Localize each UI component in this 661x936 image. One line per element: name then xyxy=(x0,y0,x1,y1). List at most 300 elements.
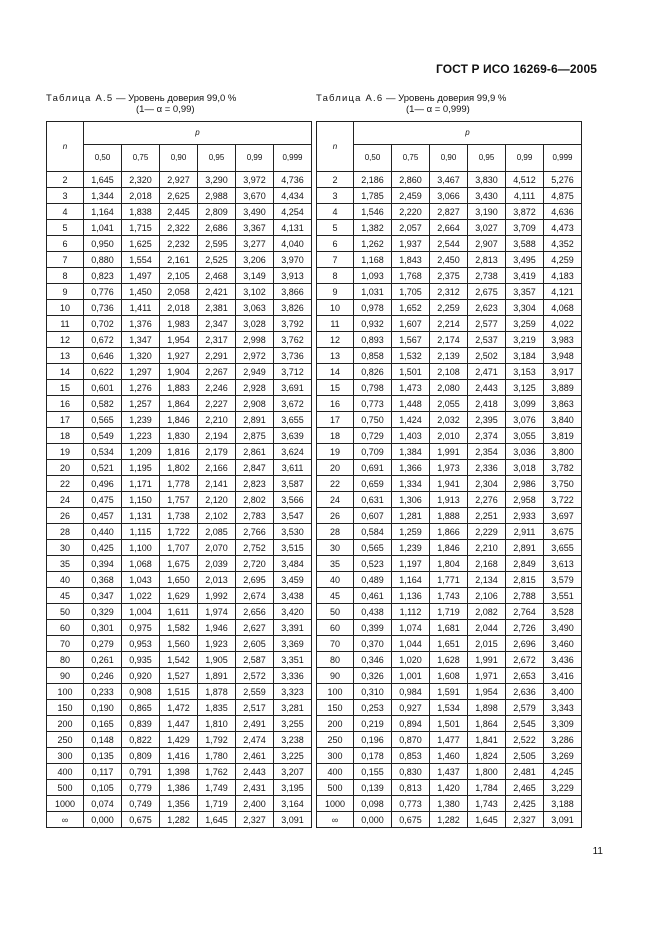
value-cell: 2,788 xyxy=(506,588,544,604)
value-cell: 2,988 xyxy=(198,188,236,204)
value-cell: 3,286 xyxy=(544,732,582,748)
value-cell: 3,866 xyxy=(274,284,312,300)
table-row xyxy=(317,300,582,316)
value-cell: 0,826 xyxy=(354,364,392,380)
value-cell: 0,098 xyxy=(354,796,392,812)
table-row xyxy=(47,364,312,380)
value-cell: 0,659 xyxy=(354,476,392,492)
value-cell: 1,020 xyxy=(392,652,430,668)
value-cell: 2,823 xyxy=(236,476,274,492)
n-cell: 5 xyxy=(47,220,84,236)
value-cell: 2,108 xyxy=(430,364,468,380)
value-cell: 2,327 xyxy=(506,812,544,828)
value-cell: 2,055 xyxy=(430,396,468,412)
p-value-header: 0,99 xyxy=(236,145,274,172)
value-cell: 2,322 xyxy=(160,220,198,236)
value-cell: 3,357 xyxy=(506,284,544,300)
table-a6-caption-sub: (1— α = 0,999) xyxy=(406,104,470,115)
n-cell: 11 xyxy=(317,316,354,332)
value-cell: 1,497 xyxy=(122,268,160,284)
value-cell: 1,785 xyxy=(354,188,392,204)
n-cell: 300 xyxy=(317,748,354,764)
table-row xyxy=(47,812,312,828)
value-cell: 1,743 xyxy=(468,796,506,812)
value-cell: 2,664 xyxy=(430,220,468,236)
value-cell: 2,459 xyxy=(392,188,430,204)
table-row xyxy=(317,412,582,428)
value-cell: 3,579 xyxy=(544,572,582,588)
n-cell: 19 xyxy=(317,444,354,460)
value-cell: 0,935 xyxy=(122,652,160,668)
table-row xyxy=(317,668,582,684)
table-row xyxy=(317,332,582,348)
value-cell: 3,917 xyxy=(544,364,582,380)
value-cell: 2,891 xyxy=(506,540,544,556)
value-cell: 1,437 xyxy=(430,764,468,780)
value-cell: 2,544 xyxy=(430,236,468,252)
value-cell: 1,501 xyxy=(392,364,430,380)
table-a5-caption-text: — Уровень доверия 99,0 % xyxy=(113,93,237,104)
value-cell: 3,027 xyxy=(468,220,506,236)
value-cell: 1,420 xyxy=(430,780,468,796)
value-cell: 1,195 xyxy=(122,460,160,476)
value-cell: 0,279 xyxy=(84,636,122,652)
value-cell: 1,681 xyxy=(430,620,468,636)
value-cell: 3,782 xyxy=(544,460,582,476)
table-row xyxy=(317,684,582,700)
value-cell: 2,827 xyxy=(430,204,468,220)
n-cell: 50 xyxy=(317,604,354,620)
value-cell: 1,883 xyxy=(160,380,198,396)
table-row xyxy=(317,652,582,668)
value-cell: 1,905 xyxy=(198,652,236,668)
value-cell: 2,559 xyxy=(236,684,274,700)
value-cell: 1,416 xyxy=(160,748,198,764)
table-a5-caption-label: Таблица А.5 xyxy=(46,93,114,104)
value-cell: 2,525 xyxy=(198,252,236,268)
value-cell: 2,605 xyxy=(236,636,274,652)
value-cell: 2,545 xyxy=(506,716,544,732)
value-cell: 4,245 xyxy=(544,764,582,780)
table-row xyxy=(317,188,582,204)
value-cell: 0,839 xyxy=(122,716,160,732)
table-row xyxy=(47,764,312,780)
n-cell: 24 xyxy=(47,492,84,508)
value-cell: 0,165 xyxy=(84,716,122,732)
value-cell: 0,155 xyxy=(354,764,392,780)
value-cell: 0,301 xyxy=(84,620,122,636)
value-cell: 1,824 xyxy=(468,748,506,764)
value-cell: 0,675 xyxy=(392,812,430,828)
p-value-header: 0,95 xyxy=(198,145,236,172)
value-cell: 2,105 xyxy=(160,268,198,284)
value-cell: 3,207 xyxy=(274,764,312,780)
value-cell: 1,816 xyxy=(160,444,198,460)
value-cell: 1,380 xyxy=(430,796,468,812)
value-cell: 1,846 xyxy=(160,412,198,428)
value-cell: 2,958 xyxy=(506,492,544,508)
value-cell: 2,861 xyxy=(236,444,274,460)
value-cell: 1,282 xyxy=(430,812,468,828)
n-cell: 22 xyxy=(317,476,354,492)
table-row xyxy=(47,572,312,588)
value-cell: 1,460 xyxy=(430,748,468,764)
value-cell: 3,566 xyxy=(274,492,312,508)
table-row xyxy=(317,204,582,220)
value-cell: 2,134 xyxy=(468,572,506,588)
value-cell: 3,530 xyxy=(274,524,312,540)
value-cell: 3,343 xyxy=(544,700,582,716)
table-row xyxy=(317,524,582,540)
value-cell: 1,841 xyxy=(468,732,506,748)
p-value-header: 0,99 xyxy=(506,145,544,172)
value-cell: 3,709 xyxy=(506,220,544,236)
value-cell: 3,972 xyxy=(236,172,274,188)
value-cell: 2,949 xyxy=(236,364,274,380)
table-row xyxy=(317,268,582,284)
value-cell: 1,197 xyxy=(392,556,430,572)
value-cell: 4,352 xyxy=(544,236,582,252)
value-cell: 1,382 xyxy=(354,220,392,236)
value-cell: 4,434 xyxy=(274,188,312,204)
n-cell: 40 xyxy=(47,572,84,588)
n-cell: 70 xyxy=(317,636,354,652)
value-cell: 2,481 xyxy=(506,764,544,780)
value-cell: 1,168 xyxy=(354,252,392,268)
n-cell: 35 xyxy=(317,556,354,572)
value-cell: 0,809 xyxy=(122,748,160,764)
value-cell: 2,347 xyxy=(198,316,236,332)
value-cell: 2,809 xyxy=(198,204,236,220)
table-row xyxy=(317,284,582,300)
value-cell: 0,565 xyxy=(84,412,122,428)
table-row xyxy=(317,780,582,796)
value-cell: 3,624 xyxy=(274,444,312,460)
value-cell: 4,183 xyxy=(544,268,582,284)
value-cell: 1,715 xyxy=(122,220,160,236)
table-row xyxy=(47,508,312,524)
value-cell: 3,889 xyxy=(544,380,582,396)
value-cell: 3,290 xyxy=(198,172,236,188)
value-cell: 1,628 xyxy=(430,652,468,668)
value-cell: 0,521 xyxy=(84,460,122,476)
value-cell: 3,195 xyxy=(274,780,312,796)
value-cell: 2,595 xyxy=(198,236,236,252)
value-cell: 0,950 xyxy=(84,236,122,252)
value-cell: 0,117 xyxy=(84,764,122,780)
table-a6-block xyxy=(316,93,582,828)
value-cell: 2,752 xyxy=(236,540,274,556)
table-a6 xyxy=(316,121,582,828)
value-cell: 0,584 xyxy=(354,524,392,540)
value-cell: 3,036 xyxy=(506,444,544,460)
value-cell: 3,419 xyxy=(506,268,544,284)
value-cell: 1,366 xyxy=(392,460,430,476)
value-cell: 3,712 xyxy=(274,364,312,380)
value-cell: 2,813 xyxy=(468,252,506,268)
value-cell: 0,246 xyxy=(84,668,122,684)
value-cell: 1,150 xyxy=(122,492,160,508)
value-cell: 2,443 xyxy=(468,380,506,396)
value-cell: 0,736 xyxy=(84,300,122,316)
value-cell: 1,477 xyxy=(430,732,468,748)
value-cell: 1,347 xyxy=(122,332,160,348)
value-cell: 2,891 xyxy=(236,412,274,428)
n-cell: 90 xyxy=(317,668,354,684)
value-cell: 1,778 xyxy=(160,476,198,492)
value-cell: 1,629 xyxy=(160,588,198,604)
n-cell: 24 xyxy=(317,492,354,508)
table-row xyxy=(47,780,312,796)
value-cell: 0,347 xyxy=(84,588,122,604)
value-cell: 2,491 xyxy=(236,716,274,732)
value-cell: 3,515 xyxy=(274,540,312,556)
n-cell: 16 xyxy=(317,396,354,412)
value-cell: 1,810 xyxy=(198,716,236,732)
value-cell: 1,784 xyxy=(468,780,506,796)
table-row xyxy=(47,316,312,332)
table-row xyxy=(47,652,312,668)
value-cell: 0,773 xyxy=(354,396,392,412)
value-cell: 2,625 xyxy=(160,188,198,204)
value-cell: 2,766 xyxy=(236,524,274,540)
value-cell: 4,040 xyxy=(274,236,312,252)
value-cell: 1,209 xyxy=(122,444,160,460)
value-cell: 0,978 xyxy=(354,300,392,316)
value-cell: 1,591 xyxy=(430,684,468,700)
value-cell: 2,537 xyxy=(468,332,506,348)
value-cell: 3,460 xyxy=(544,636,582,652)
value-cell: 2,246 xyxy=(198,380,236,396)
value-cell: 1,429 xyxy=(160,732,198,748)
value-cell: 4,875 xyxy=(544,188,582,204)
value-cell: 2,849 xyxy=(506,556,544,572)
table-row xyxy=(47,460,312,476)
value-cell: 3,225 xyxy=(274,748,312,764)
value-cell: 1,923 xyxy=(198,636,236,652)
value-cell: 1,262 xyxy=(354,236,392,252)
value-cell: 3,750 xyxy=(544,476,582,492)
value-cell: 1,001 xyxy=(392,668,430,684)
value-cell: 4,111 xyxy=(506,188,544,204)
value-cell: 2,102 xyxy=(198,508,236,524)
value-cell: 3,913 xyxy=(274,268,312,284)
value-cell: 0,798 xyxy=(354,380,392,396)
p-value-header: 0,50 xyxy=(84,145,122,172)
table-a6-body xyxy=(317,172,582,828)
value-cell: 2,057 xyxy=(392,220,430,236)
table-a6-caption-label: Таблица А.6 xyxy=(316,93,384,104)
value-cell: 3,367 xyxy=(236,220,274,236)
value-cell: 1,651 xyxy=(430,636,468,652)
table-row xyxy=(47,476,312,492)
value-cell: 1,115 xyxy=(122,524,160,540)
value-cell: 2,421 xyxy=(198,284,236,300)
table-row xyxy=(47,444,312,460)
value-cell: 3,066 xyxy=(430,188,468,204)
value-cell: 1,888 xyxy=(430,508,468,524)
value-cell: 1,625 xyxy=(122,236,160,252)
value-cell: 1,743 xyxy=(430,588,468,604)
value-cell: 4,512 xyxy=(506,172,544,188)
value-cell: 2,875 xyxy=(236,428,274,444)
value-cell: 1,567 xyxy=(392,332,430,348)
value-cell: 0,858 xyxy=(354,348,392,364)
value-cell: 3,670 xyxy=(236,188,274,204)
n-cell: 150 xyxy=(317,700,354,716)
value-cell: 0,394 xyxy=(84,556,122,572)
value-cell: 1,344 xyxy=(84,188,122,204)
value-cell: 2,474 xyxy=(236,732,274,748)
n-cell: 28 xyxy=(47,524,84,540)
value-cell: 1,846 xyxy=(430,540,468,556)
value-cell: 1,515 xyxy=(160,684,198,700)
table-row xyxy=(47,332,312,348)
value-cell: 2,139 xyxy=(430,348,468,364)
value-cell: 3,091 xyxy=(544,812,582,828)
value-cell: 3,587 xyxy=(274,476,312,492)
value-cell: 2,636 xyxy=(506,684,544,700)
n-cell: 20 xyxy=(317,460,354,476)
value-cell: 0,000 xyxy=(84,812,122,828)
value-cell: 3,400 xyxy=(544,684,582,700)
table-row xyxy=(317,764,582,780)
value-cell: 3,055 xyxy=(506,428,544,444)
value-cell: 2,860 xyxy=(392,172,430,188)
value-cell: 0,675 xyxy=(122,812,160,828)
n-cell: 70 xyxy=(47,636,84,652)
value-cell: 2,267 xyxy=(198,364,236,380)
value-cell: 1,136 xyxy=(392,588,430,604)
value-cell: 1,074 xyxy=(392,620,430,636)
value-cell: 0,233 xyxy=(84,684,122,700)
n-cell: 3 xyxy=(317,188,354,204)
value-cell: 3,672 xyxy=(274,396,312,412)
table-row xyxy=(47,396,312,412)
table-row xyxy=(47,172,312,188)
value-cell: 2,179 xyxy=(198,444,236,460)
value-cell: 0,329 xyxy=(84,604,122,620)
p-value-header: 0,95 xyxy=(468,145,506,172)
value-cell: 1,898 xyxy=(468,700,506,716)
n-cell: 15 xyxy=(317,380,354,396)
value-cell: 3,238 xyxy=(274,732,312,748)
value-cell: 2,375 xyxy=(430,268,468,284)
value-cell: 0,865 xyxy=(122,700,160,716)
n-cell: 6 xyxy=(47,236,84,252)
value-cell: 1,611 xyxy=(160,604,198,620)
value-cell: 3,691 xyxy=(274,380,312,396)
value-cell: 3,391 xyxy=(274,620,312,636)
value-cell: 0,000 xyxy=(354,812,392,828)
value-cell: 0,523 xyxy=(354,556,392,572)
value-cell: 1,164 xyxy=(84,204,122,220)
value-cell: 0,489 xyxy=(354,572,392,588)
table-row xyxy=(47,556,312,572)
n-cell: 8 xyxy=(317,268,354,284)
value-cell: 1,608 xyxy=(430,668,468,684)
n-cell: 30 xyxy=(317,540,354,556)
n-cell: 35 xyxy=(47,556,84,572)
value-cell: 1,607 xyxy=(392,316,430,332)
n-cell: 26 xyxy=(47,508,84,524)
n-cell: 16 xyxy=(47,396,84,412)
table-row xyxy=(47,540,312,556)
value-cell: 2,471 xyxy=(468,364,506,380)
n-cell: 18 xyxy=(317,428,354,444)
value-cell: 4,131 xyxy=(274,220,312,236)
table-row xyxy=(317,316,582,332)
value-cell: 0,870 xyxy=(392,732,430,748)
value-cell: 3,255 xyxy=(274,716,312,732)
value-cell: 0,219 xyxy=(354,716,392,732)
value-cell: 2,251 xyxy=(468,508,506,524)
value-cell: 0,440 xyxy=(84,524,122,540)
value-cell: 2,502 xyxy=(468,348,506,364)
value-cell: 0,894 xyxy=(392,716,430,732)
value-cell: 1,941 xyxy=(430,476,468,492)
value-cell: 3,438 xyxy=(274,588,312,604)
value-cell: 1,652 xyxy=(392,300,430,316)
value-cell: 1,991 xyxy=(468,652,506,668)
value-cell: 2,276 xyxy=(468,492,506,508)
value-cell: 3,792 xyxy=(274,316,312,332)
value-cell: 3,416 xyxy=(544,668,582,684)
value-cell: 1,448 xyxy=(392,396,430,412)
value-cell: 3,467 xyxy=(430,172,468,188)
n-cell: 60 xyxy=(317,620,354,636)
value-cell: 1,004 xyxy=(122,604,160,620)
value-cell: 3,970 xyxy=(274,252,312,268)
value-cell: 0,853 xyxy=(392,748,430,764)
value-cell: 2,229 xyxy=(468,524,506,540)
value-cell: 2,986 xyxy=(506,476,544,492)
value-cell: 2,928 xyxy=(236,380,274,396)
n-cell: 17 xyxy=(317,412,354,428)
value-cell: 2,653 xyxy=(506,668,544,684)
value-cell: 2,802 xyxy=(236,492,274,508)
n-cell: 250 xyxy=(47,732,84,748)
value-cell: 2,627 xyxy=(236,620,274,636)
value-cell: 0,953 xyxy=(122,636,160,652)
value-cell: 1,971 xyxy=(468,668,506,684)
n-cell: 26 xyxy=(317,508,354,524)
table-row xyxy=(47,636,312,652)
value-cell: 2,517 xyxy=(236,700,274,716)
table-row xyxy=(317,716,582,732)
table-row xyxy=(317,604,582,620)
value-cell: 3,613 xyxy=(544,556,582,572)
n-cell: 100 xyxy=(47,684,84,700)
value-cell: 2,847 xyxy=(236,460,274,476)
value-cell: 2,082 xyxy=(468,604,506,620)
n-cell: 11 xyxy=(47,316,84,332)
value-cell: 1,800 xyxy=(468,764,506,780)
table-row xyxy=(47,620,312,636)
table-row xyxy=(47,252,312,268)
table-row xyxy=(47,284,312,300)
table-row xyxy=(317,508,582,524)
n-cell: 19 xyxy=(47,444,84,460)
value-cell: 0,823 xyxy=(84,268,122,284)
value-cell: 0,496 xyxy=(84,476,122,492)
value-cell: 2,085 xyxy=(198,524,236,540)
value-cell: 2,764 xyxy=(506,604,544,620)
n-cell: 22 xyxy=(47,476,84,492)
value-cell: 1,830 xyxy=(160,428,198,444)
value-cell: 1,527 xyxy=(160,668,198,684)
value-cell: 0,135 xyxy=(84,748,122,764)
